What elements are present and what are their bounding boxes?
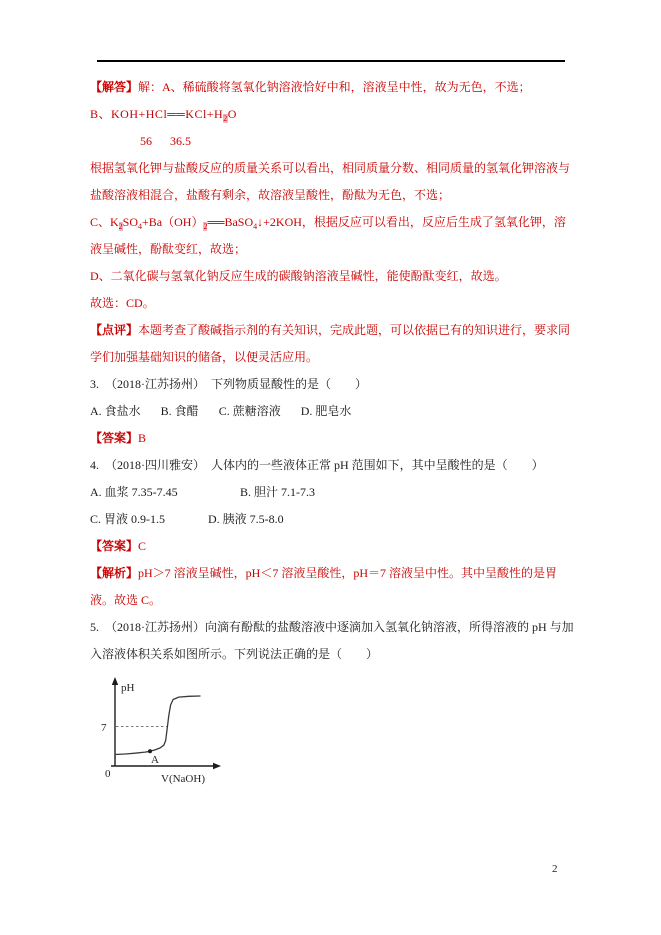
origin-label: 0 bbox=[105, 768, 111, 780]
header-rule bbox=[97, 60, 565, 62]
page-number: 2 bbox=[552, 863, 558, 875]
comment-paragraph bbox=[90, 317, 576, 371]
q4-analysis bbox=[90, 560, 576, 614]
q4-answer-label: 【答案】 bbox=[90, 539, 139, 553]
q4-option-a: A. 血浆 7.35-7.45 bbox=[90, 485, 178, 499]
titration-curve bbox=[115, 696, 200, 755]
solution-intro-text: 解：A、稀硫酸将氢氧化钠溶液恰好中和，溶液呈中性，故为无色，不选； bbox=[138, 80, 531, 94]
solution-label: 【解答】 bbox=[90, 80, 139, 94]
equation-mass-row bbox=[90, 128, 576, 155]
q3-option-b: B. 食醋 bbox=[160, 404, 199, 418]
mass-hcl: 36.5 bbox=[170, 134, 191, 148]
q4-analysis-text: pH＞7 溶液呈碱性，pH＜7 溶液呈酸性，pH＝7 溶液呈中性。其中呈酸性的是胃液。故选 C。 bbox=[90, 566, 558, 607]
q3-stem: 3. （2018·江苏扬州） 下列物质显酸性的是（ ） bbox=[90, 377, 367, 391]
analysis-option-b: 根据氢氧化钾与盐酸反应的质量关系可以看出，相同质量分数、相同质量的氢氧化钾溶液与盐酸溶液相混合，盐酸有剩余，故溶液呈酸性，酚酞为无色，不选； bbox=[90, 161, 571, 202]
q4-option-b: B. 胆汁 7.1-7.3 bbox=[240, 485, 316, 499]
mass-koh: 56 bbox=[140, 134, 152, 148]
ph7-tick-label: 7 bbox=[101, 722, 107, 734]
solution-intro bbox=[90, 74, 576, 101]
titration-figure bbox=[95, 676, 576, 798]
x-axis-arrow-icon bbox=[213, 763, 221, 769]
q3-answer-label: 【答案】 bbox=[90, 431, 139, 445]
q4-option-d: D. 胰液 7.5-8.0 bbox=[208, 512, 284, 526]
q4-option-c: C. 胃液 0.9-1.5 bbox=[90, 512, 166, 526]
comment-label: 【点评】 bbox=[90, 323, 139, 337]
x-axis-label: V(NaOH) bbox=[161, 773, 205, 785]
q4-answer-value: C bbox=[138, 539, 147, 553]
page-content bbox=[90, 74, 576, 798]
q3-option-d: D. 肥皂水 bbox=[300, 404, 352, 418]
q4-stem: 4. （2018·四川雅安） 人体内的一些液体正常 pH 范围如下，其中呈酸性的是（ ） bbox=[90, 458, 544, 472]
q4-options-row2 bbox=[90, 506, 576, 533]
analysis-option-d: D、二氧化碳与氢氧化钠反应生成的碳酸钠溶液呈碱性，能使酚酞变红，故选。 bbox=[90, 269, 507, 283]
q3-options bbox=[90, 398, 576, 425]
comment-text: 本题考查了酸碱指示剂的有关知识，完成此题，可以依据已有的知识进行，要求同学们加强基础知识的储备，以便灵活应用。 bbox=[90, 323, 571, 364]
equation-b: B、$KOH+HCl══KCl+H_2O$ bbox=[90, 107, 237, 123]
solution-conclusion: 故选：CD。 bbox=[90, 296, 155, 310]
y-axis-arrow-icon bbox=[112, 677, 118, 685]
q4-options-row1 bbox=[90, 479, 576, 506]
y-axis-label: pH bbox=[121, 682, 135, 694]
analysis-option-c: C、$K_2SO_4+Ba(OH)_2══BaSO_4↓+2KOH$，根据反应可以看出，反应后生成了氢氧化钾，溶液呈碱性，酚酞变红，故选； bbox=[90, 215, 566, 256]
q4-answer bbox=[90, 533, 576, 560]
q5-stem: 5. （2018·江苏扬州）向滴有酚酞的盐酸溶液中逐滴加入氢氧化钠溶液，所得溶液的 pH 与加入溶液体积关系如图所示。下列说法正确的是（ ） bbox=[90, 620, 574, 661]
q3-option-a: A. 食盐水 bbox=[90, 404, 141, 418]
q4-analysis-label: 【解析】 bbox=[90, 566, 139, 580]
point-a-marker bbox=[148, 749, 152, 753]
q3-answer-value: B bbox=[138, 431, 147, 445]
point-a-label: A bbox=[151, 754, 159, 766]
q3-answer bbox=[90, 425, 576, 452]
q3-option-c: C. 蔗糖溶液 bbox=[218, 404, 281, 418]
titration-chart-svg bbox=[95, 676, 255, 788]
